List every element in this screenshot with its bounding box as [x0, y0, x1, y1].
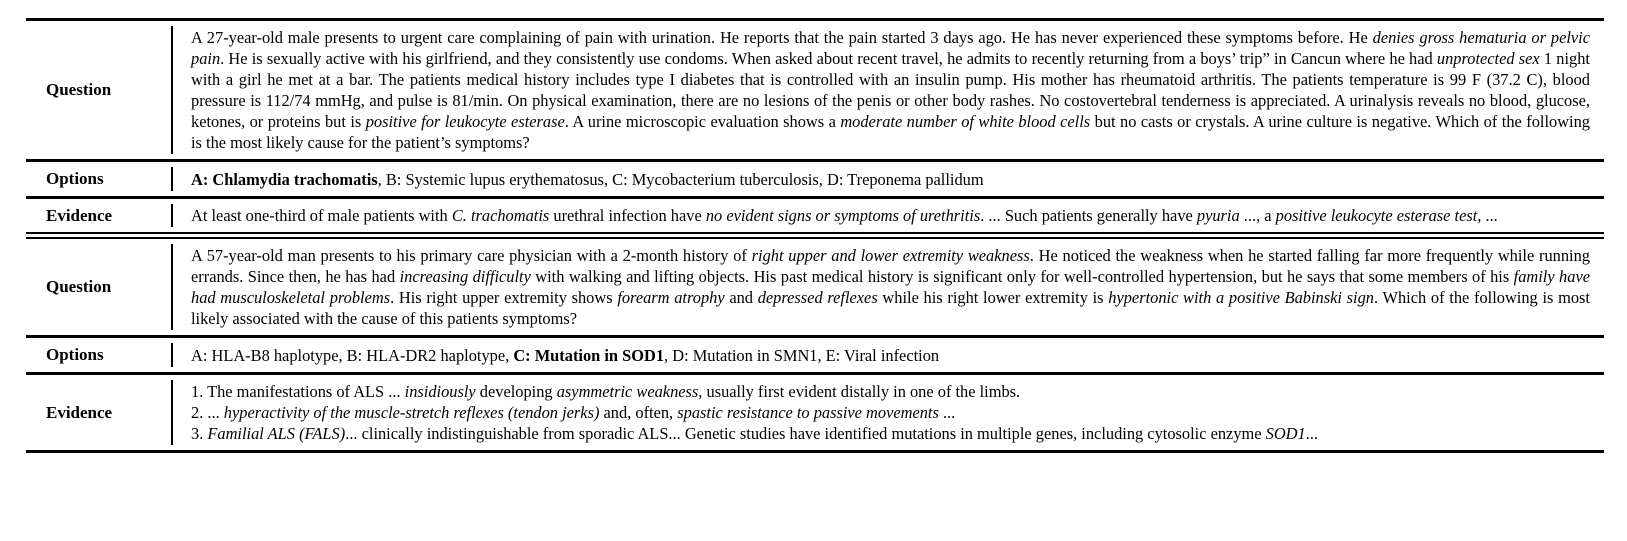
emphasis-span: positive leukocyte esterase test	[1275, 206, 1478, 225]
text-span: with walking and lifting objects. His past medical history is significant only for well-controlled hypertension, but he says that some members of his	[530, 267, 1514, 286]
options-text	[173, 162, 1604, 196]
emphasis-span: insidiously	[404, 382, 476, 401]
text-span: while his right lower extremity is	[877, 288, 1109, 307]
text-span: . He noticed the weakness when he started falling far more frequently while running errands. Since then, he has had	[191, 246, 1591, 286]
emphasis-span: family have had musculoskeletal problems	[191, 267, 1591, 307]
row-label: Question	[46, 277, 112, 296]
emphasis-span: asymmetric weakness	[556, 382, 699, 401]
emphasis-span: pyuria	[1196, 206, 1240, 225]
question-row	[26, 21, 1604, 159]
emphasis-span: moderate number of white blood cells	[840, 112, 1091, 131]
evidence-line	[191, 205, 1590, 226]
evidence-line	[191, 402, 1590, 423]
row-label: Evidence	[46, 205, 113, 225]
text-span: , D: Mutation in SMN1, E: Viral infection	[664, 346, 940, 365]
qa-evidence-table	[26, 18, 1604, 453]
text-span: ...	[1305, 424, 1319, 443]
options-row	[26, 338, 1604, 372]
evidence-line	[191, 423, 1590, 444]
text-span: and	[724, 288, 758, 307]
row-label: Options	[46, 345, 104, 364]
text-span: 2. ...	[191, 403, 224, 422]
text-span: 1. The manifestations of ALS ...	[191, 382, 405, 401]
text-span: but no casts or crystals. A urine culture is negative. Which of the following is the most likely cause for the patient’s symptoms?	[191, 112, 1590, 152]
evidence-row	[26, 375, 1604, 450]
text-span: . ... Such patients generally have	[980, 206, 1197, 225]
text-span: 1 night with a girl he met at a bar. The patients medical history includes type I diabetes that is controlled with an insulin pump. His mother has rheumatoid arthritis. The patients temperature is 99 F (37.2 C), blood pressure is 112/74 mmHg, and pulse is 81/min. On physical examination, there are no lesions of the penis or other body rashes. No costovertebral tenderness is appreciated. A urinalysis reveals no blood, glucose, ketones, or proteins but is	[191, 49, 1590, 131]
row-label: Question	[46, 80, 112, 99]
options-text	[173, 338, 1604, 372]
emphasis-span: Familial ALS (FALS)	[207, 424, 346, 443]
question-text	[173, 239, 1604, 335]
text-span: and, often,	[599, 403, 678, 422]
emphasis-span: no evident signs or symptoms of urethritis	[705, 206, 981, 225]
text-span: At least one-third of male patients with	[191, 206, 452, 225]
text-span: A 57-year-old man presents to his primary care physician with a 2-month history of	[191, 246, 752, 265]
emphasis-span: increasing difficulty	[399, 267, 531, 286]
answer-highlight: C: Mutation in SOD1	[513, 346, 665, 365]
emphasis-span: depressed reflexes	[757, 288, 878, 307]
block-divider-double-rule	[26, 232, 1604, 239]
text-span: . Which of the following is most likely associated with the cause of this patients symptoms?	[191, 288, 1590, 328]
emphasis-span: hypertonic with a positive Babinski sign	[1108, 288, 1374, 307]
text-span: . A urine microscopic evaluation shows a	[564, 112, 841, 131]
options-row	[26, 162, 1604, 196]
emphasis-span: forearm atrophy	[617, 288, 725, 307]
question-text	[173, 21, 1604, 159]
text-span: . His right upper extremity shows	[390, 288, 618, 307]
answer-highlight: A: Chlamydia trachomatis	[191, 170, 378, 189]
emphasis-span: hyperactivity of the muscle-stretch reflexes (tendon jerks)	[223, 403, 600, 422]
example-block-1	[26, 21, 1604, 232]
evidence-text	[173, 199, 1604, 232]
row-label: Evidence	[46, 402, 113, 422]
text-span: A: HLA-B8 haplotype, B: HLA-DR2 haplotype,	[191, 346, 514, 365]
text-span: ... clinically indistinguishable from sporadic ALS... Genetic studies have identified mutations in multiple genes, including cytosolic enzyme	[345, 424, 1266, 443]
text-span: ...	[938, 403, 956, 422]
emphasis-span: positive for leukocyte esterase	[365, 112, 565, 131]
emphasis-span: SOD1	[1265, 424, 1306, 443]
text-span: . He is sexually active with his girlfriend, and they consistently use condoms. When asked about recent travel, he admits to recently returning from a boys’ trip” in Cancun where he had	[220, 49, 1437, 68]
emphasis-span: unprotected sex	[1436, 49, 1540, 68]
bottom-rule	[26, 450, 1604, 453]
text-span: developing	[475, 382, 557, 401]
emphasis-span: denies gross hematuria or pelvic pain	[191, 28, 1590, 68]
emphasis-span: right upper and lower extremity weakness	[751, 246, 1030, 265]
text-span: , B: Systemic lupus erythematosus, C: Mycobacterium tuberculosis, D: Treponema pallidum	[377, 170, 984, 189]
evidence-line	[191, 381, 1590, 402]
emphasis-span: C. trachomatis	[451, 206, 550, 225]
evidence-row	[26, 199, 1604, 232]
text-span: urethral infection have	[549, 206, 706, 225]
text-span: ..., a	[1239, 206, 1276, 225]
text-span: , usually first evident distally in one of the limbs.	[698, 382, 1021, 401]
text-span: , ...	[1477, 206, 1498, 225]
text-span: A 27-year-old male presents to urgent care complaining of pain with urination. He reports that the pain started 3 days ago. He has never experienced these symptoms before. He	[191, 28, 1373, 47]
emphasis-span: spastic resistance to passive movements	[677, 403, 939, 422]
evidence-text	[173, 375, 1604, 450]
text-span: 3.	[191, 424, 208, 443]
question-row	[26, 239, 1604, 335]
row-label: Options	[46, 169, 104, 188]
example-block-2	[26, 239, 1604, 450]
